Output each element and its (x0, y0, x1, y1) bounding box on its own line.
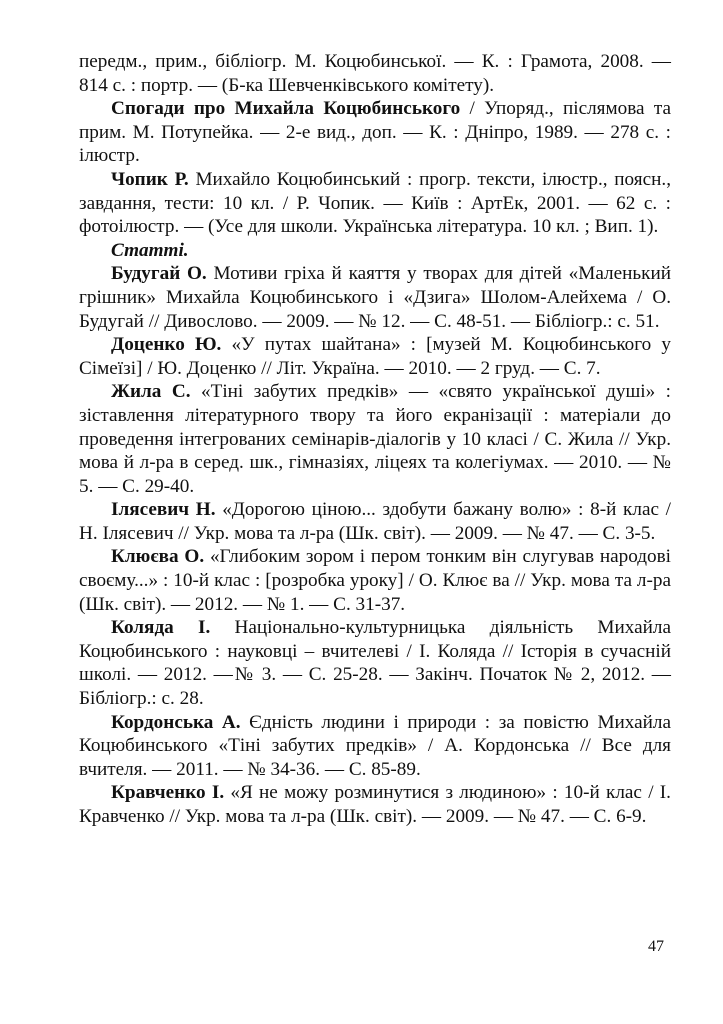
article-entry (79, 262, 671, 333)
article-entry (79, 333, 671, 380)
entry-author: Кордонська А. (111, 711, 241, 733)
article-entry (79, 545, 671, 616)
entry-author: Кравченко І. (111, 782, 225, 804)
entry-author: Ілясевич Н. (111, 499, 216, 521)
page-number: 47 (648, 938, 664, 955)
entry-text: Мотиви гріха й каяття у творах для дітей «Маленький грішник» Михайла Коцюбинського і «Дзига» Шолом-Алейхема / О. Будугай // Дивослово. — 2009. — № 12. — С. 48-51. — Бібліогр.: с. 51. (79, 263, 671, 332)
entry-text: передм., прим., бібліогр. М. Коцюбинської. — К. : Грамота, 2008. — 814 с. : портр. — (Б-ка Шевченківського комітету). (79, 51, 671, 96)
entry-text: «У путах шайтана» : [музей М. Коцюбинського у Сімеїзі] / Ю. Доценко // Літ. Україна. — 2010. — 2 груд. — С. 7. (79, 334, 671, 379)
entry-author: Жила С. (111, 381, 191, 403)
entry-text: «Я не можу розминутися з людиною» : 10-й клас / І. Кравченко // Укр. мова та л-ра (Шк. світ). — 2009. — № 47. — С. 6-9. (79, 782, 671, 827)
entry-title: Спогади про Михайла Коцюбинського (111, 98, 461, 120)
entry-text: «Глибоким зором і пером тонким він слугував народові своєму...» : 10-й клас : [розробка уроку] / О. Клює ва // Укр. мова та л-ра (Шк. світ). — 2012. — № 1. — С. 31-37. (79, 546, 671, 615)
article-entry (79, 380, 671, 498)
section-heading: Статті. (111, 239, 189, 261)
entry-text: «Дорогою ціною... здобути бажану волю» : 8-й клас / Н. Ілясевич // Укр. мова та л-ра (Шк. світ). — 2009. — № 47. — С. 3-5. (79, 499, 672, 544)
entry-author: Чопик Р. (111, 168, 189, 190)
entry-text: / Упоряд., післямова та прим. М. Потупейка. — 2-е вид., доп. — К. : Дніпро, 1989. — 278 с. : ілюстр. (79, 98, 671, 167)
article-entry (79, 616, 671, 710)
entry-author: Коляда І. (111, 617, 211, 639)
article-entry (79, 498, 671, 545)
entry-text: «Тіні забутих предків» — «свято української душі» : зіставлення літературного твору та його екранізації : матеріали до проведення інтегрованих семінарів-діалогів у 10 класі / С. Жила // Укр. мова й л-ра в серед. шк., гімназіях, ліцеях та колегіумах. — 2010. — № 5. — С. 29-40. (79, 381, 671, 497)
article-entry (79, 781, 671, 828)
bibliography-entry (79, 50, 671, 97)
bibliography-entry (79, 97, 671, 168)
bibliography-text (79, 50, 671, 829)
entry-text: Національно-культурницька діяльність Михайла Коцюбинського : науковці – вчителеві / І. Коляда // Історія в сучасній школі. — 2012. —№ 3. — С. 25-28. — Закінч. Початок № 2, 2012. — Бібліогр.: с. 28. (79, 617, 671, 710)
entry-author: Доценко Ю. (111, 334, 222, 356)
bibliography-entry (79, 168, 671, 239)
entry-author: Клюєва О. (111, 546, 205, 568)
entry-author: Будугай О. (111, 263, 207, 285)
article-entry (79, 711, 671, 782)
entry-text: Єдність людини і природи : за повістю Михайла Коцюбинського «Тіні забутих предків» / А. Кордонська // Все для вчителя. — 2011. — № 34-36. — С. 85-89. (79, 711, 672, 780)
entry-text: Михайло Коцюбинський : прогр. тексти, ілюстр., поясн., завдання, тести: 10 кл. / Р. Чопик. — Київ : АртЕк, 2001. — 62 с. : фотоілюстр. — (Усе для школи. Українська література. 10 кл. ; Вип. 1). (79, 168, 671, 238)
